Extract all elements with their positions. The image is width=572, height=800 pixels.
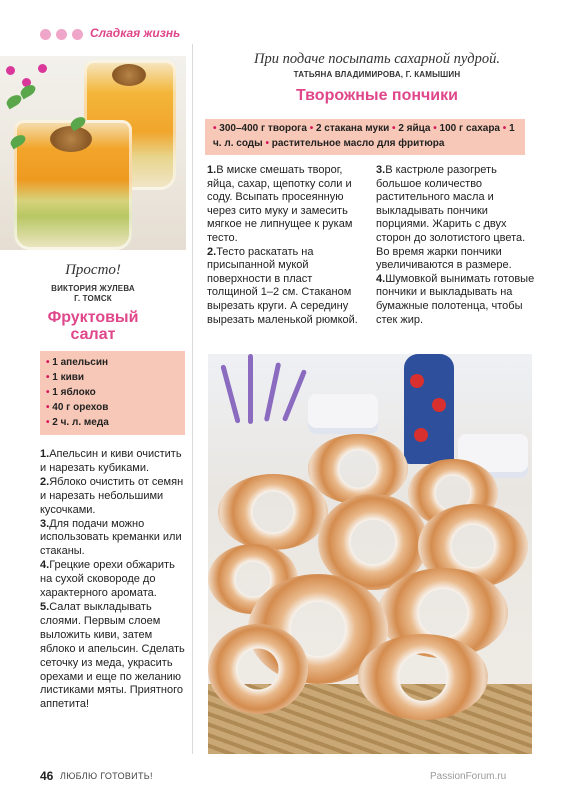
lavender-decor bbox=[264, 362, 281, 422]
donuts-photo bbox=[208, 354, 532, 754]
step: 5.Салат выкладывать слоями. Первым слоем выложить киви, затем яблоко и апельсин. Сделать сеточку из меда, украсить орехами и еще по желанию листиками мяты. Приятного аппетита! bbox=[40, 600, 185, 711]
donut bbox=[308, 434, 408, 504]
step: 1.В миске смешать творог, яйца, сахар, щепотку соли и соду. Всыпать просеянную через сито муку и замесить мягкое не липнущее к рукам тесто. bbox=[207, 164, 353, 244]
page-number: 46 bbox=[40, 769, 54, 783]
ingredient-item: • 1 апельсин bbox=[46, 357, 109, 368]
decor-dot bbox=[40, 29, 51, 40]
recipe-title bbox=[0, 309, 186, 343]
flower-decor bbox=[6, 66, 15, 75]
recipe-steps bbox=[207, 164, 365, 327]
step: 4.Грецкие орехи обжарить на сухой сковороде до характерного аромата. bbox=[40, 559, 175, 600]
ingredient-item: • 2 ч. л. меда bbox=[46, 417, 109, 428]
fruit-salad-photo bbox=[0, 56, 186, 250]
ingredient-item: 1 ч. л. соды bbox=[213, 123, 515, 149]
decor-dot bbox=[56, 29, 67, 40]
donut bbox=[358, 634, 488, 720]
ingredient-item: • 1 яблоко bbox=[46, 387, 96, 398]
flower-decor bbox=[414, 428, 428, 442]
ingredient-item: 100 г сахара bbox=[439, 123, 500, 134]
step: 3.Для подачи можно использовать креманки или стаканы. bbox=[40, 517, 182, 558]
magazine-name: ЛЮБЛЮ ГОТОВИТЬ! bbox=[60, 771, 153, 781]
recipe-author bbox=[0, 284, 186, 304]
author-city: Г. ТОМСК bbox=[74, 294, 112, 303]
watermark: PassionForum.ru bbox=[430, 771, 507, 782]
serving-note: При подаче посыпать сахарной пудрой. bbox=[254, 51, 500, 67]
ingredient-item: • 1 киви bbox=[46, 372, 85, 383]
title-line: Фруктовый bbox=[47, 309, 139, 326]
walnut-topping bbox=[112, 64, 146, 86]
column-divider bbox=[192, 44, 193, 754]
ingredient-item: 2 стакана муки bbox=[315, 123, 390, 134]
step: 1.Апельсин и киви очистить и нарезать кубиками. bbox=[40, 448, 182, 474]
section-title: Сладкая жизнь bbox=[90, 26, 181, 40]
lavender-decor bbox=[220, 364, 240, 423]
ingredient-item: • 40 г орехов bbox=[46, 402, 109, 413]
title-line: салат bbox=[70, 326, 116, 343]
ingredient-item: 2 яйца bbox=[398, 123, 431, 134]
cup-decor bbox=[308, 394, 378, 434]
donut bbox=[208, 624, 308, 714]
flower-decor bbox=[432, 398, 446, 412]
step: 4.Шумовкой вынимать готовые пончики и выкладывать на бумажные полотенца, чтобы стек жир. bbox=[376, 272, 535, 326]
section-dots bbox=[40, 29, 83, 40]
ingredient-item: 300–400 г творога bbox=[219, 123, 307, 134]
step: 2.Яблоко очистить от семян и нарезать небольшими кусочками. bbox=[40, 475, 184, 516]
mint-leaf bbox=[19, 83, 38, 100]
ingredients-box: • 300–400 г творога • 2 стакана муки • 2 яйца • 100 г сахара • 1 ч. л. соды • растительное масло для фритюра bbox=[205, 119, 525, 155]
lavender-decor bbox=[248, 354, 253, 424]
lavender-decor bbox=[282, 369, 307, 422]
recipe-steps bbox=[376, 164, 536, 327]
walnut-topping bbox=[50, 126, 92, 152]
decor-dot bbox=[72, 29, 83, 40]
author-name: ВИКТОРИЯ ЖУЛЕВА bbox=[51, 284, 135, 293]
flower-decor bbox=[38, 64, 47, 73]
recipe-tagline: Просто! bbox=[65, 262, 121, 278]
recipe-author: ТАТЬЯНА ВЛАДИМИРОВА, Г. КАМЫШИН bbox=[293, 70, 461, 79]
ingredients-box bbox=[40, 351, 185, 435]
flower-decor bbox=[410, 374, 424, 388]
recipe-steps bbox=[40, 448, 190, 712]
step: 3.В кастрюле разогреть большое количество растительного масла и выкладывать пончики порциями. Жарить с двух сторон до золотистого цвета. Во время жарки пончики увеличиваются в размере. bbox=[376, 164, 526, 272]
step: 2.Тесто раскатать на присыпанной мукой поверхности в пласт толщиной 1–2 см. Стаканом вырезать круги. А середину вырезать маленькой рюмкой. bbox=[207, 245, 358, 326]
ingredient-item: растительное масло для фритюра bbox=[271, 137, 445, 149]
recipe-title: Творожные пончики bbox=[296, 87, 458, 104]
donut bbox=[218, 474, 328, 550]
vase-decor bbox=[404, 354, 454, 464]
